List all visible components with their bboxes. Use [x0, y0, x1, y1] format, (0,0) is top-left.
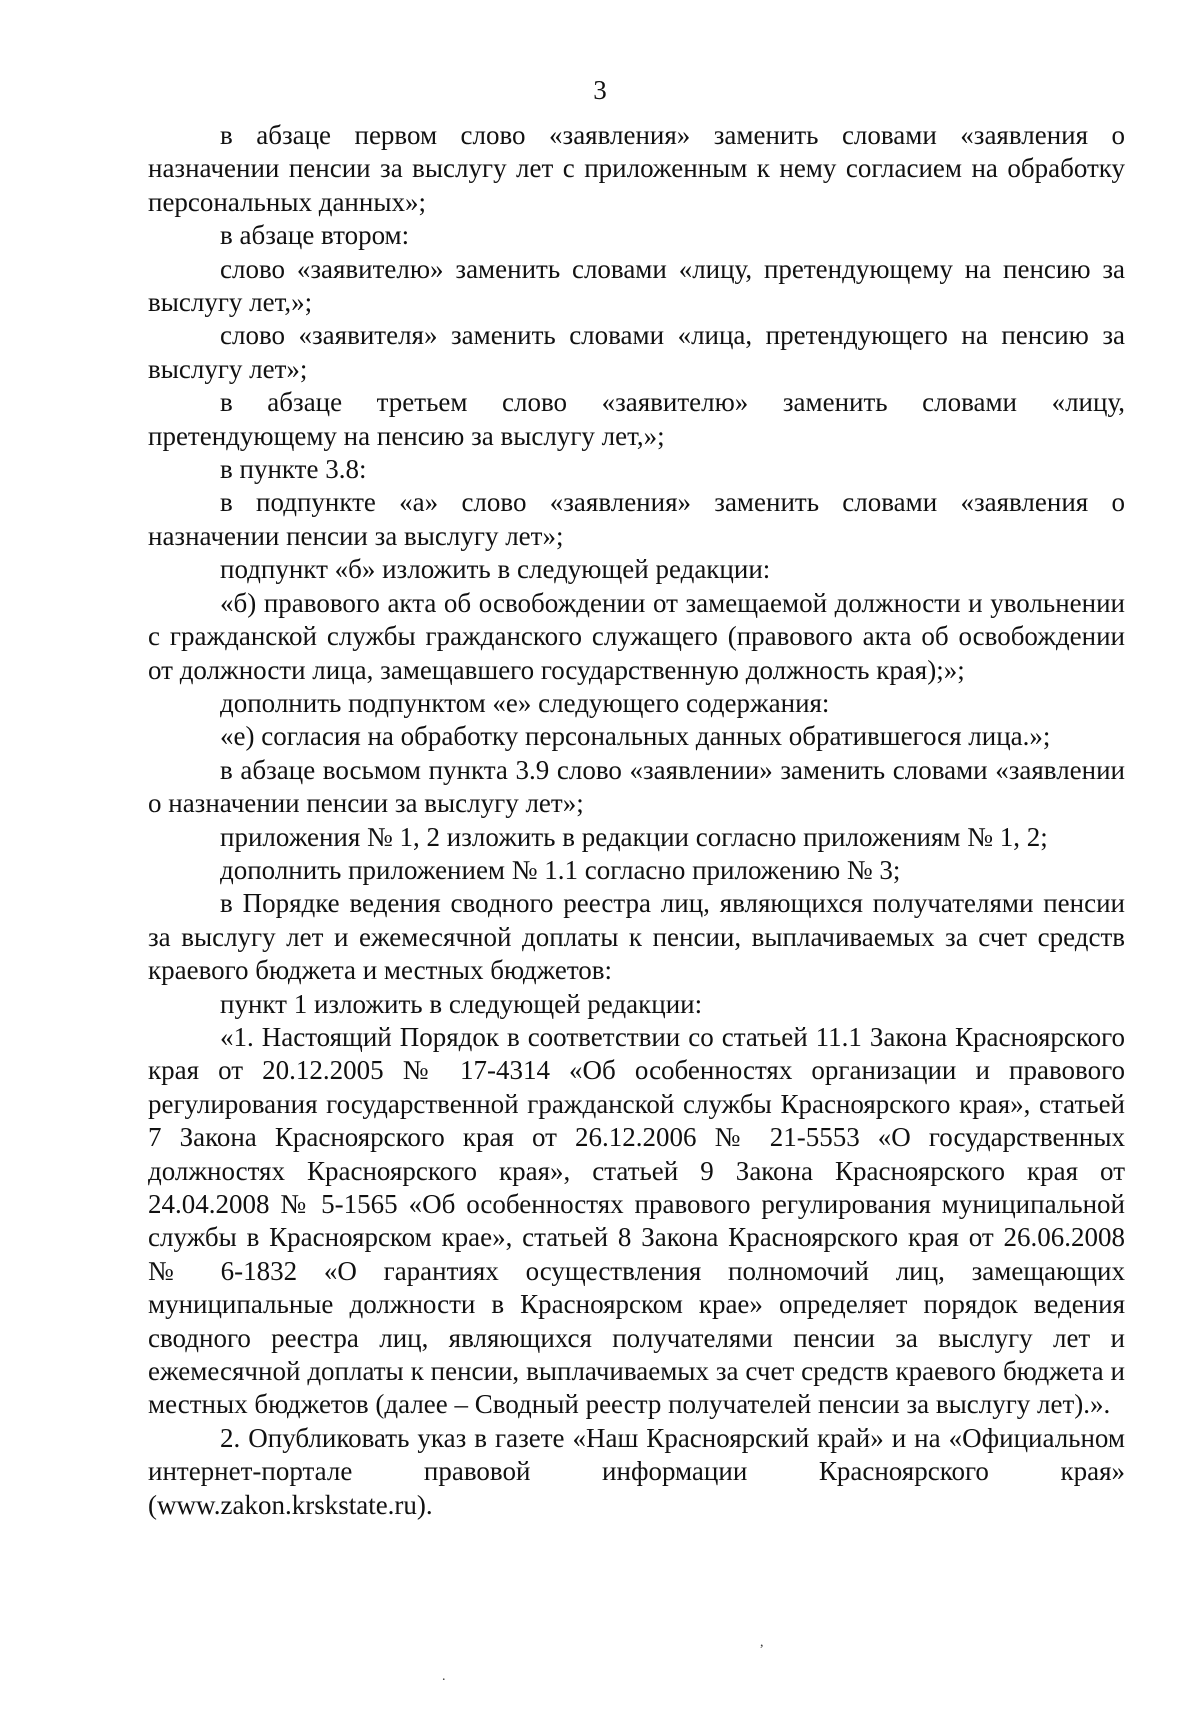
scan-speck: . [442, 1669, 446, 1684]
document-body [148, 119, 1125, 1522]
paragraph: в абзаце первом слово «заявления» заменить словами «заявления о назначении пенсии за выслугу лет с приложенным к нему согласием на обработку персональных данных»; [148, 120, 1125, 217]
page-number: 3 [593, 75, 607, 105]
paragraph: слово «заявителю» заменить словами «лицу, претендующему на пенсию за выслугу лет,»; [148, 253, 1125, 318]
paragraph: дополнить подпунктом «е» следующего содержания: [220, 687, 830, 718]
paragraph: «1. Настоящий Порядок в соответствии со статьей 11.1 Закона Красноярского края от 20.12.2005 № 17-4314 «Об особенностях организации и правового регулирования государственной гражданской службы Красноярского края», статьей 7 Закона Красноярского края от 26.12.2006 № 21-5553 «О государственных должностях Красноярского края», статьей 9 Закона Красноярского края от 24.04.2008 № 5-1565 «Об особенностях правового регулирования муниципальной службы в Красноярском крае», статьей 8 Закона Красноярского края от 26.06.2008 № 6-1832 «О гарантиях осуществления полномочий лиц, замещающих муниципальные должности в Красноярском крае» определяет порядок ведения сводного реестра лиц, являющихся получателями пенсии за выслугу лет и ежемесячной доплаты к пенсии, выплачиваемых за счет средств краевого бюджета и местных бюджетов (далее – Сводный реестр получателей пенсии за выслугу лет).». [148, 1021, 1125, 1420]
paragraph: в абзаце втором: [220, 220, 410, 251]
paragraph: приложения № 1, 2 изложить в редакции согласно приложениям № 1, 2; [220, 821, 1048, 852]
paragraph: в абзаце третьем слово «заявителю» заменить словами «лицу, претендующему на пенсию за выслугу лет,»; [148, 387, 1125, 451]
paragraph: подпункт «б» изложить в следующей редакции: [220, 554, 771, 585]
paragraph: в Порядке ведения сводного реестра лиц, являющихся получателями пенсии за выслугу лет и ежемесячной доплаты к пенсии, выплачиваемых за счет средств краевого бюджета и местных бюджетов: [148, 888, 1125, 986]
paragraph: в пункте 3.8: [220, 454, 367, 485]
paragraph: пункт 1 изложить в следующей редакции: [220, 988, 703, 1019]
paragraph: «е) согласия на обработку персональных данных обратившегося лица.»; [220, 721, 1051, 752]
paragraph: 2. Опубликовать указ в газете «Наш Красноярский край» и на «Официальном интернет-портале правовой информации Красноярского края» (www.zakon.krskstate.ru). [148, 1422, 1125, 1520]
paragraph: «б) правового акта об освобождении от замещаемой должности и увольнении с гражданской службы гражданского служащего (правового акта об освобождении от должности лица, замещавшего государственную должность края);»; [148, 587, 1125, 685]
scan-speck: , [760, 1635, 764, 1650]
paragraph: слово «заявителя» заменить словами «лица, претендующего на пенсию за выслугу лет»; [148, 320, 1125, 384]
paragraph: дополнить приложением № 1.1 согласно приложению № 3; [220, 854, 901, 885]
paragraph: в подпункте «а» слово «заявления» заменить словами «заявления о назначении пенсии за выслугу лет»; [148, 487, 1125, 551]
paragraph: в абзаце восьмом пункта 3.9 слово «заявлении» заменить словами «заявлении о назначении пенсии за выслугу лет»; [148, 754, 1125, 819]
